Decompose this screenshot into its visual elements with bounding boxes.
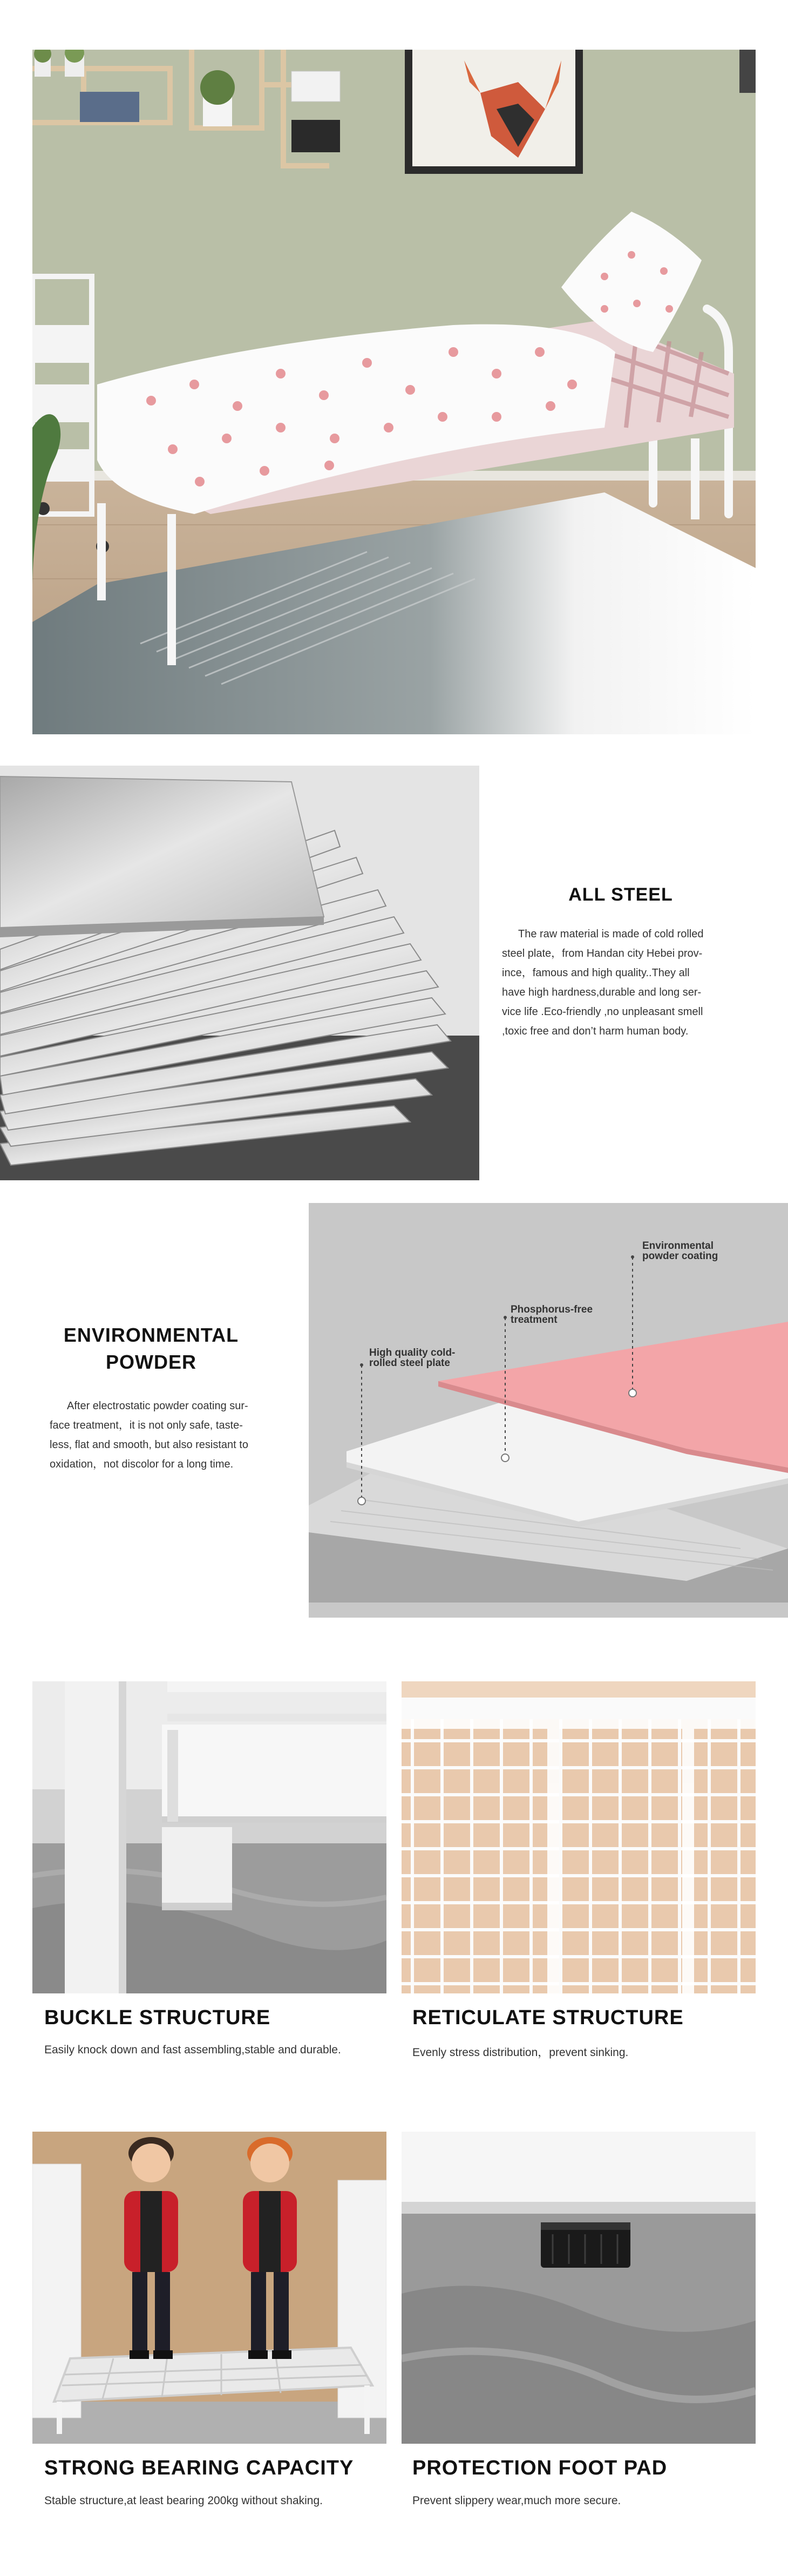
hero-bedroom-photo — [32, 50, 756, 734]
reticulate-grid-illustration — [402, 1681, 756, 1993]
label-line: Phosphorus-free — [511, 1304, 593, 1315]
buckle-structure-title: BUCKLE STRUCTURE — [44, 2006, 271, 2029]
protection-foot-pad-photo — [402, 2132, 756, 2444]
reticulate-structure-description: Evenly stress distribution，prevent sinking. — [412, 2046, 629, 2059]
all-steel-line: vice life .Eco-friendly ,no unpleasant smell — [502, 1006, 703, 1018]
all-steel-line: have high hardness,durable and long ser- — [502, 986, 702, 998]
protection-foot-pad-description: Prevent slippery wear,much more secure. — [412, 2494, 621, 2507]
label-phosphorus-free — [511, 1304, 593, 1325]
powder-line: oxidation，not discolor for a long time. — [50, 1458, 234, 1470]
label-line: Environmental — [642, 1240, 714, 1252]
strong-bearing-photo — [32, 2132, 386, 2444]
buckle-structure-description: Easily knock down and fast assembling,stable and durable. — [44, 2044, 341, 2056]
label-line: powder coating — [642, 1250, 718, 1262]
powder-title-line: POWDER — [106, 1351, 196, 1373]
label-steel-plate — [369, 1348, 455, 1368]
label-line: treatment — [511, 1314, 558, 1326]
all-steel-description — [502, 924, 756, 1041]
coating-layers-illustration — [309, 1203, 788, 1618]
powder-line: less, flat and smooth, but also resistant to — [50, 1439, 248, 1451]
foot-pad-illustration — [402, 2132, 756, 2444]
label-line: rolled steel plate — [369, 1357, 450, 1369]
buckle-structure-photo — [32, 1681, 386, 1993]
label-powder-coating — [642, 1241, 718, 1261]
all-steel-title: ALL STEEL — [568, 884, 673, 905]
reticulate-structure-photo — [402, 1681, 756, 1993]
environmental-powder-title — [32, 1322, 270, 1376]
environmental-powder-description — [50, 1396, 303, 1474]
buckle-illustration — [32, 1681, 386, 1993]
protection-foot-pad-title: PROTECTION FOOT PAD — [412, 2457, 668, 2479]
steel-plates-illustration — [0, 766, 479, 1180]
bedroom-illustration — [32, 50, 756, 734]
powder-title-line: ENVIRONMENTAL — [63, 1324, 239, 1346]
all-steel-line: The raw material is made of cold rolled — [518, 928, 704, 940]
bearing-illustration — [32, 2132, 386, 2444]
label-line: High quality cold- — [369, 1347, 456, 1358]
all-steel-line: ince，famous and high quality..They all — [502, 967, 690, 979]
reticulate-structure-title: RETICULATE STRUCTURE — [412, 2006, 684, 2029]
powder-line: face treatment，it is not only safe, taste- — [50, 1419, 243, 1431]
powder-line: After electrostatic powder coating sur- — [67, 1400, 248, 1412]
strong-bearing-description: Stable structure,at least bearing 200kg without shaking. — [44, 2494, 323, 2507]
coating-layers-svg — [309, 1203, 788, 1618]
all-steel-line: steel plate，from Handan city Hebei prov- — [502, 948, 703, 959]
steel-plates-photo — [0, 766, 479, 1180]
all-steel-line: ,toxic free and don’t harm human body. — [502, 1025, 689, 1037]
strong-bearing-title: STRONG BEARING CAPACITY — [44, 2457, 354, 2479]
